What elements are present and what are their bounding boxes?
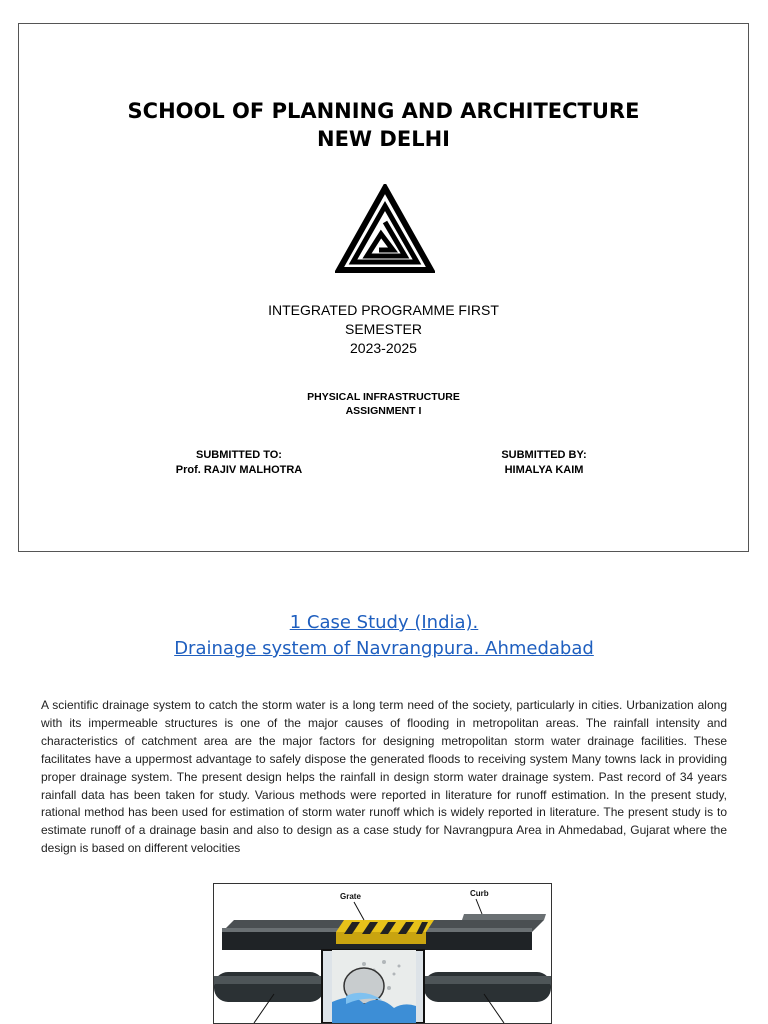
submitted-by-label: SUBMITTED BY: bbox=[501, 449, 587, 461]
submitted-to-label: SUBMITTED TO: bbox=[196, 449, 282, 461]
case-study-paragraph: A scientific drainage system to catch the storm water is a long term need of the society, particularly in cities. Urbanization along with its impermeable structures is one of the major causes of flooding in metropolitan areas. The rainfall intensity and characteristics of catchment area are the major factors for designing metropolitan storm water drainage facilities. These facilitates have a uppermost advantage to safely dispose the generated floods to receiving system Many towns lack in providing proper drainage system. The present design helps the rainfall in design storm water drainage system. Past record of 34 years rainfall data has been taken for study. Various methods were reported in literature for runoff estimation. In the present study, rational method has been used for estimation of storm water runoff which is widely reported in literature. The present study is to estimate runoff of a drainage basin and also to design as a case study for Navrangpura Area in Ahmedabad, Gujarat where the design is based on different velocities bbox=[41, 698, 727, 856]
figure-label-grate: Grate bbox=[340, 892, 361, 901]
subject-block bbox=[19, 390, 748, 418]
assignment-name: ASSIGNMENT I bbox=[345, 405, 422, 417]
storm-drain-figure bbox=[213, 883, 552, 1024]
programme-line: INTEGRATED PROGRAMME FIRST bbox=[268, 302, 499, 318]
submitted-to-name: Prof. RAJIV MALHOTRA bbox=[175, 464, 303, 476]
submitted-by-block bbox=[474, 448, 614, 478]
school-title bbox=[19, 97, 748, 153]
figure-label-curb: Curb bbox=[470, 889, 489, 898]
school-city: NEW DELHI bbox=[317, 127, 450, 151]
submitted-by-name: HIMALYA KAIM bbox=[504, 464, 584, 476]
programme-block bbox=[19, 301, 748, 358]
figure-leader-lines bbox=[214, 884, 551, 1023]
submitted-to-block bbox=[164, 448, 314, 478]
case-study-heading[interactable] bbox=[0, 610, 768, 662]
case-study-title[interactable]: 1 Case Study (India). bbox=[289, 612, 479, 633]
subject-name: PHYSICAL INFRASTRUCTURE bbox=[307, 391, 460, 403]
cover-page-frame bbox=[18, 23, 749, 552]
case-study-subtitle[interactable]: Drainage system of Navrangpura. Ahmedabad bbox=[174, 638, 594, 659]
spa-logo-icon bbox=[335, 184, 435, 274]
programme-years: 2023-2025 bbox=[350, 340, 417, 356]
school-name: SCHOOL OF PLANNING AND ARCHITECTURE bbox=[127, 99, 640, 123]
programme-semester: SEMESTER bbox=[344, 321, 422, 337]
